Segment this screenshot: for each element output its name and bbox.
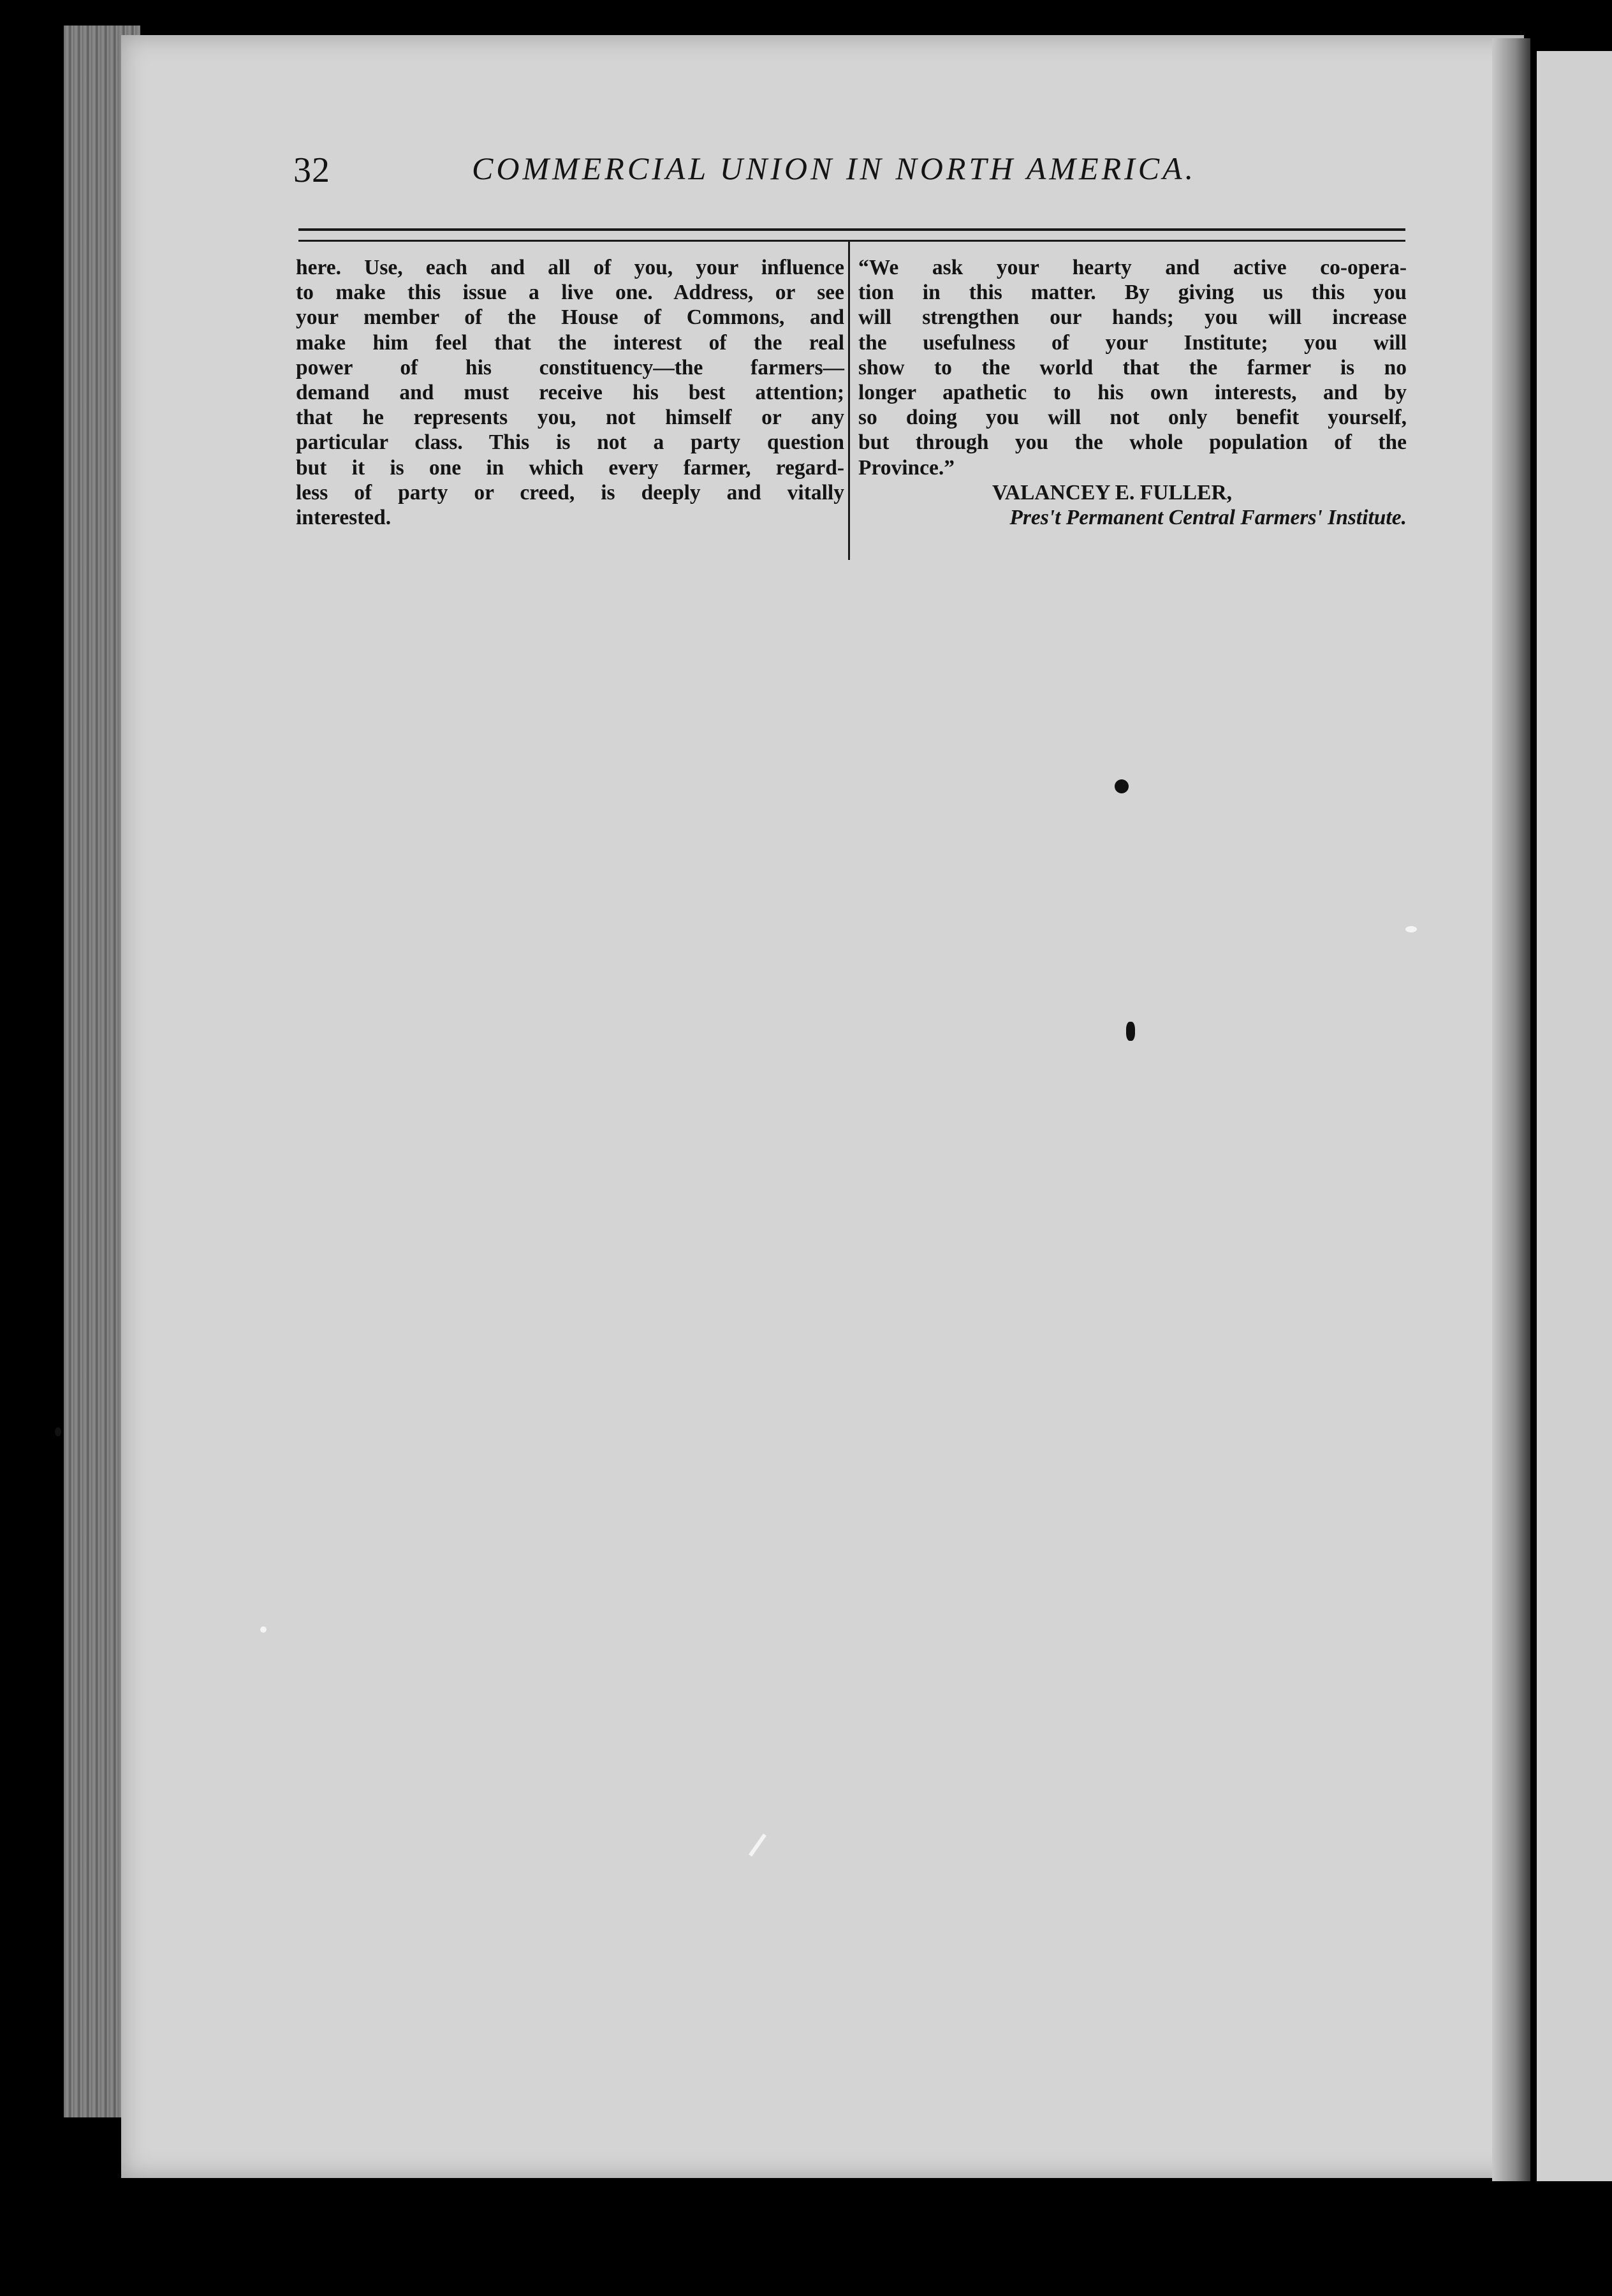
text-line: less of party or creed, is deeply and vitally <box>296 480 844 504</box>
text-line: the usefulness of your Institute; you will <box>858 330 1407 355</box>
text-line: longer apathetic to his own interests, and by <box>858 381 1407 405</box>
ink-speck <box>1115 779 1129 793</box>
text-line: Province.” <box>858 455 955 480</box>
text-line: make him feel that the interest of the real <box>296 330 844 355</box>
text-line: but through you the whole population of the <box>858 430 1407 455</box>
adjacent-page-edge <box>1537 51 1612 2181</box>
signature-title: Pres't Permanent Central Farmers' Institute. <box>1009 506 1407 530</box>
text-line: particular class. This is not a party question <box>296 430 844 455</box>
text-line: your member of the House of Commons, and <box>296 305 844 330</box>
left-column <box>296 255 844 530</box>
text-line: tion in this matter. By giving us this you <box>858 281 1407 305</box>
text-line: “We ask your hearty and active co-opera- <box>858 256 1407 279</box>
ink-speck <box>55 1427 61 1436</box>
text-line: power of his constituency—the farmers— <box>296 355 844 379</box>
right-column <box>858 255 1407 530</box>
text-line: that he represents you, not himself or any <box>296 406 844 430</box>
page-header <box>293 150 1250 201</box>
text-line: here. Use, each and all of you, your influence <box>296 256 844 279</box>
running-title: COMMERCIAL UNION IN NORTH AMERICA. <box>472 151 1197 186</box>
header-double-rule <box>298 228 1405 242</box>
text-line: but it is one in which every farmer, regard- <box>296 455 844 480</box>
text-line: show to the world that the farmer is no <box>858 355 1407 379</box>
column-divider <box>848 241 850 560</box>
scan-scratch <box>1405 926 1417 932</box>
text-line: will strengthen our hands; you will increase <box>858 305 1407 330</box>
text-line: demand and must receive his best attention; <box>296 381 844 405</box>
text-line: interested. <box>296 506 392 530</box>
text-line: so doing you will not only benefit yourself, <box>858 406 1407 430</box>
scan-scratch <box>260 1626 267 1633</box>
binding-fold <box>1492 38 1530 2181</box>
signature-name: VALANCEY E. FULLER, <box>992 480 1233 504</box>
text-line: to make this issue a live one. Address, or see <box>296 281 844 305</box>
ink-speck <box>1126 1022 1135 1041</box>
page-number: 32 <box>293 151 330 190</box>
